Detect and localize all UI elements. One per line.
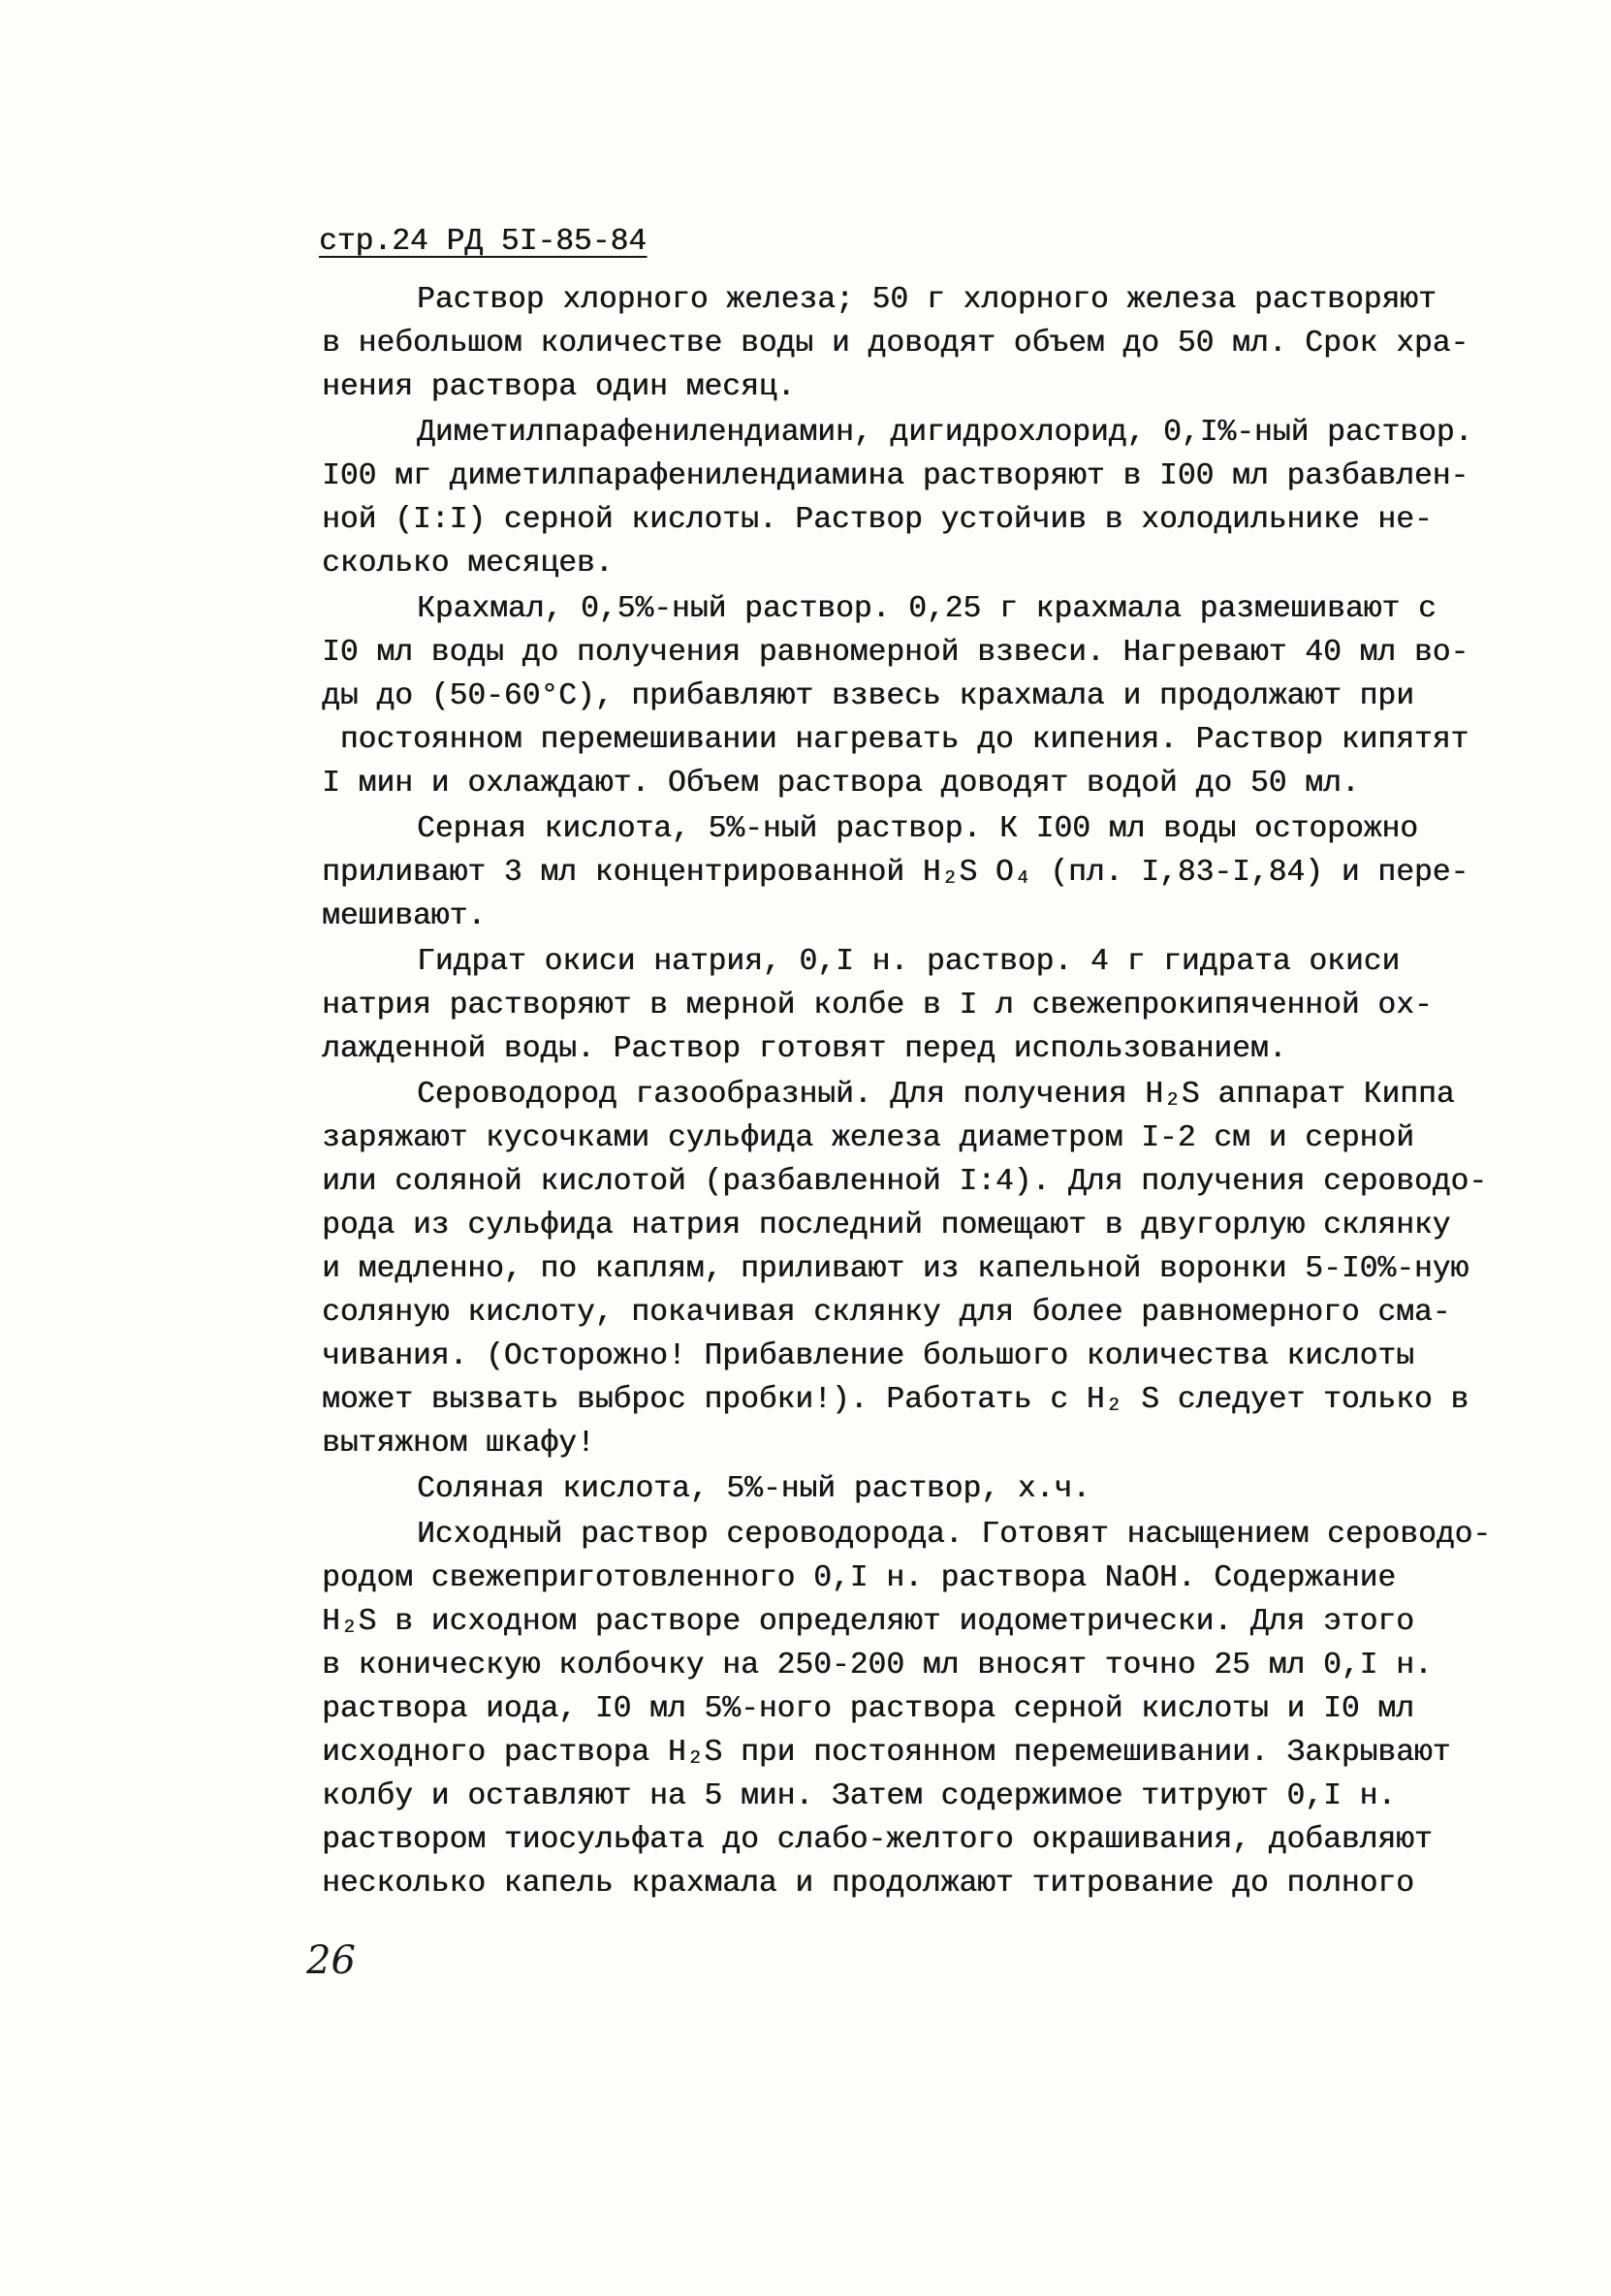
text-line: ной (I:I) серной кислоты. Раствор устойчив в холодильнике не- bbox=[322, 503, 1433, 537]
text-line: родом свежеприготовленного 0,I н. раствора NaOH. Содержание bbox=[322, 1561, 1397, 1595]
text-line: ды до (50-60°С), прибавляют взвесь крахмала и продолжают при bbox=[322, 679, 1414, 713]
text-line: раствора иода, I0 мл 5%-ного раствора серной кислоты и I0 мл bbox=[322, 1692, 1414, 1726]
text-line: вытяжном шкафу! bbox=[322, 1427, 595, 1461]
text-line: рода из сульфида натрия последний помещают в двугорлую склянку bbox=[322, 1209, 1451, 1242]
text-line: в небольшом количестве воды и доводят объем до 50 мл. Срок хра- bbox=[322, 327, 1469, 361]
text-line: Диметилпарафенилендиамин, дигидрохлорид, 0,I%-ный раствор. bbox=[417, 416, 1473, 450]
text-line: или соляной кислотой (разбавленной I:4). Для получения сероводо- bbox=[322, 1165, 1487, 1199]
text-line: соляную кислоту, покачивая склянку для более равномерного сма- bbox=[322, 1296, 1451, 1330]
paragraph-sulfuric-acid bbox=[322, 807, 1592, 938]
paragraph-dimethyl-p-phenylenediamine bbox=[322, 411, 1592, 585]
document-body bbox=[322, 278, 1592, 1905]
text-line: Серная кислота, 5%-ный раствор. К I00 мл воды осторожно bbox=[417, 812, 1418, 846]
text-line: I00 мг диметилпарафенилендиамина растворяют в I00 мл разбавлен- bbox=[322, 459, 1469, 493]
text-line: приливают 3 мл концентрированной H₂S O₄ (пл. I,83-I,84) и пере- bbox=[322, 856, 1469, 890]
text-line: колбу и оставляют на 5 мин. Затем содержимое титруют 0,I н. bbox=[322, 1779, 1397, 1813]
text-line: Сероводород газообразный. Для получения H₂S аппарат Киппа bbox=[417, 1078, 1455, 1112]
text-line: I мин и охлаждают. Объем раствора доводят водой до 50 мл. bbox=[322, 767, 1360, 801]
text-line: Исходный раствор сероводорода. Готовят насыщением сероводо- bbox=[417, 1518, 1492, 1552]
text-line: сколько месяцев. bbox=[322, 547, 614, 581]
text-line: мешивают. bbox=[322, 899, 487, 933]
text-line: нения раствора один месяц. bbox=[322, 370, 796, 404]
text-line: и медленно, по каплям, приливают из капельной воронки 5-I0%-ную bbox=[322, 1252, 1469, 1286]
paragraph-starch-solution bbox=[322, 587, 1592, 805]
text-line: натрия растворяют в мерной колбе в I л свежепрокипяченной ох- bbox=[322, 989, 1433, 1022]
text-line: Раствор хлорного железа; 50 г хлорного железа растворяют bbox=[417, 283, 1437, 317]
text-line: чивания. (Осторожно! Прибавление большого количества кислоты bbox=[322, 1339, 1414, 1373]
text-line: несколько капель крахмала и продолжают титрование до полного bbox=[322, 1867, 1414, 1901]
text-line: Соляная кислота, 5%-ный раствор, х.ч. bbox=[417, 1472, 1090, 1506]
text-line: I0 мл воды до получения равномерной взвеси. Нагревают 40 мл во- bbox=[322, 636, 1469, 670]
text-line: заряжают кусочками сульфида железа диаметром I-2 см и серной bbox=[322, 1121, 1414, 1155]
paragraph-stock-hydrogen-sulfide-solution bbox=[322, 1513, 1592, 1905]
text-line: Гидрат окиси натрия, 0,I н. раствор. 4 г гидрата окиси bbox=[417, 945, 1401, 979]
text-line: лажденной воды. Раствор готовят перед использованием. bbox=[322, 1032, 1287, 1066]
paragraph-ferric-chloride-solution bbox=[322, 278, 1592, 409]
text-line: в коническую колбочку на 250-200 мл вносят точно 25 мл 0,I н. bbox=[322, 1649, 1433, 1683]
paragraph-hydrochloric-acid bbox=[322, 1467, 1592, 1511]
text-line: может вызвать выброс пробки!). Работать с H₂ S следует только в bbox=[322, 1383, 1469, 1417]
text-line: исходного раствора H₂S при постоянном перемешивании. Закрывают bbox=[322, 1736, 1451, 1770]
text-line: H₂S в исходном растворе определяют иодометрически. Для этого bbox=[322, 1605, 1414, 1639]
paragraph-sodium-hydroxide bbox=[322, 940, 1592, 1071]
text-line: Крахмал, 0,5%-ный раствор. 0,25 г крахмала размешивают с bbox=[417, 592, 1437, 626]
paragraph-hydrogen-sulfide-gas bbox=[322, 1073, 1592, 1465]
page-header: стр.24 РД 5I-85-84 bbox=[319, 225, 648, 259]
page-number: 26 bbox=[306, 1938, 356, 1983]
text-line: раствором тиосульфата до слабо-желтого окрашивания, добавляют bbox=[322, 1823, 1433, 1857]
text-line: постоянном перемешивании нагревать до кипения. Раствор кипятят bbox=[322, 723, 1469, 757]
